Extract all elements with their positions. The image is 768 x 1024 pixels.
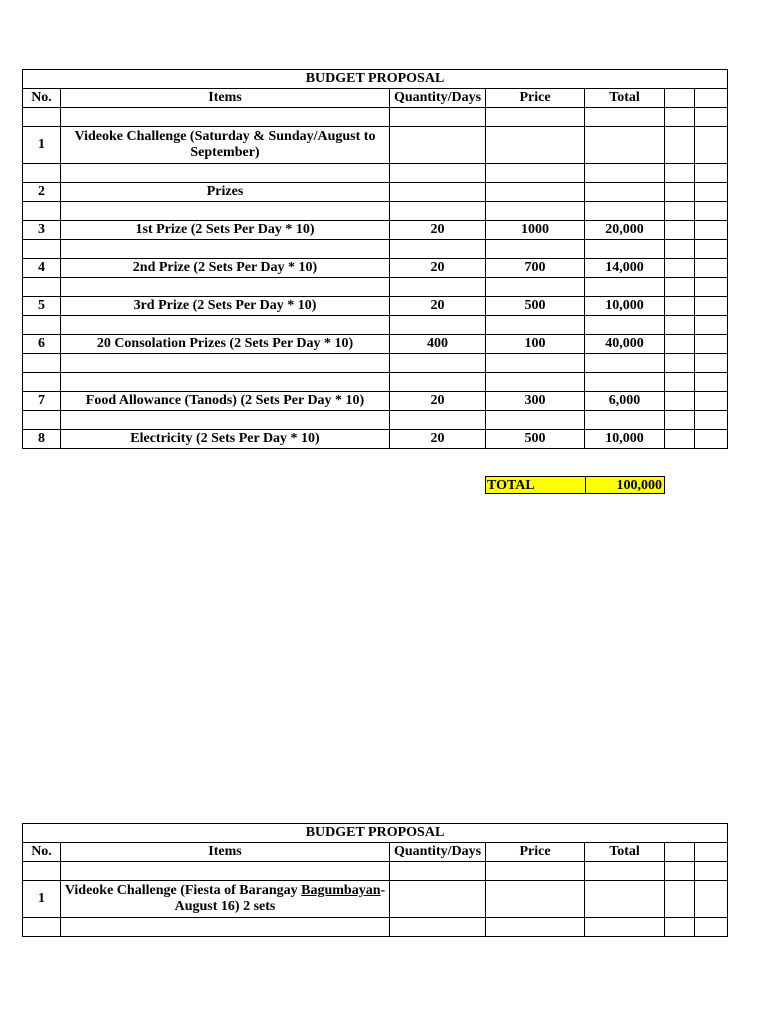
- empty-cell: [665, 843, 695, 862]
- row-total: 10,000: [585, 297, 665, 316]
- header-quantity: Quantity/Days: [390, 89, 486, 108]
- row-qty: 20: [390, 430, 486, 449]
- cell-divider: [585, 477, 586, 493]
- row-qty: 20: [390, 297, 486, 316]
- row-price: [486, 127, 585, 164]
- blank-row: [23, 278, 728, 297]
- grand-total-value: 100,000: [616, 478, 662, 493]
- table-row: [23, 183, 728, 202]
- blank-row: [23, 108, 728, 127]
- table-row: [23, 221, 728, 240]
- header-total: Total: [585, 89, 665, 108]
- header-quantity: Quantity/Days: [390, 843, 486, 862]
- table-title-row: [23, 824, 728, 843]
- row-no: 3: [23, 221, 61, 240]
- table-row: [23, 297, 728, 316]
- budget-proposal-table-2: [22, 823, 728, 937]
- row-no: 1: [23, 881, 61, 918]
- table-title-row: [23, 70, 728, 89]
- row-total: [585, 183, 665, 202]
- blank-row: [23, 202, 728, 221]
- table-row: [23, 430, 728, 449]
- row-price: 500: [486, 430, 585, 449]
- table-row: [23, 259, 728, 278]
- row-qty: 20: [390, 221, 486, 240]
- row-qty: 20: [390, 392, 486, 411]
- header-total: Total: [585, 843, 665, 862]
- header-row: [23, 843, 728, 862]
- row-item: Prizes: [61, 183, 390, 202]
- row-price: 500: [486, 297, 585, 316]
- row-total: [585, 127, 665, 164]
- row-item: [61, 881, 390, 918]
- row-total: [585, 881, 665, 918]
- header-items: Items: [61, 843, 390, 862]
- table-title: BUDGET PROPOSAL: [23, 70, 728, 89]
- table-row: [23, 881, 728, 918]
- row-item: 20 Consolation Prizes (2 Sets Per Day * 10): [61, 335, 390, 354]
- header-price: Price: [486, 89, 585, 108]
- row-total: 20,000: [585, 221, 665, 240]
- row-price: 300: [486, 392, 585, 411]
- row-no: 5: [23, 297, 61, 316]
- row-no: 6: [23, 335, 61, 354]
- row-price: 100: [486, 335, 585, 354]
- row-item: 3rd Prize (2 Sets Per Day * 10): [61, 297, 390, 316]
- row-total: 14,000: [585, 259, 665, 278]
- grand-total-box: [485, 476, 665, 494]
- table-row: [23, 127, 728, 164]
- row-qty: [390, 127, 486, 164]
- header-no: No.: [23, 843, 61, 862]
- row-qty: [390, 183, 486, 202]
- row-price: 700: [486, 259, 585, 278]
- row-item-text: Videoke Challenge (Fiesta of Barangay: [64, 883, 302, 898]
- blank-row: [23, 918, 728, 937]
- row-total: 40,000: [585, 335, 665, 354]
- grand-total-label: TOTAL: [487, 478, 535, 493]
- row-no: 4: [23, 259, 61, 278]
- table-row: [23, 392, 728, 411]
- empty-cell: [695, 89, 728, 108]
- budget-proposal-table-1: [22, 69, 728, 449]
- row-qty: 20: [390, 259, 486, 278]
- blank-row: [23, 316, 728, 335]
- blank-row: [23, 354, 728, 373]
- row-total: 10,000: [585, 430, 665, 449]
- header-no: No.: [23, 89, 61, 108]
- row-item: 2nd Prize (2 Sets Per Day * 10): [61, 259, 390, 278]
- row-item-underlined: Bagumbayan: [301, 883, 381, 898]
- row-no: 7: [23, 392, 61, 411]
- blank-row: [23, 411, 728, 430]
- row-item-text-end: -August 16) 2 sets: [174, 883, 386, 914]
- row-item: 1st Prize (2 Sets Per Day * 10): [61, 221, 390, 240]
- header-price: Price: [486, 843, 585, 862]
- row-item: Food Allowance (Tanods) (2 Sets Per Day * 10): [61, 392, 390, 411]
- empty-cell: [695, 843, 728, 862]
- row-price: 1000: [486, 221, 585, 240]
- row-no: 8: [23, 430, 61, 449]
- row-no: 2: [23, 183, 61, 202]
- row-price: [486, 183, 585, 202]
- header-items: Items: [61, 89, 390, 108]
- row-price: [486, 881, 585, 918]
- row-qty: [390, 881, 486, 918]
- row-no: 1: [23, 127, 61, 164]
- row-item: Videoke Challenge (Saturday & Sunday/August to September): [61, 127, 390, 164]
- row-qty: 400: [390, 335, 486, 354]
- blank-row: [23, 862, 728, 881]
- blank-row: [23, 373, 728, 392]
- header-row: [23, 89, 728, 108]
- table-row: [23, 335, 728, 354]
- blank-row: [23, 164, 728, 183]
- blank-row: [23, 240, 728, 259]
- empty-cell: [665, 89, 695, 108]
- row-item: Electricity (2 Sets Per Day * 10): [61, 430, 390, 449]
- row-total: 6,000: [585, 392, 665, 411]
- table-title: BUDGET PROPOSAL: [23, 824, 728, 843]
